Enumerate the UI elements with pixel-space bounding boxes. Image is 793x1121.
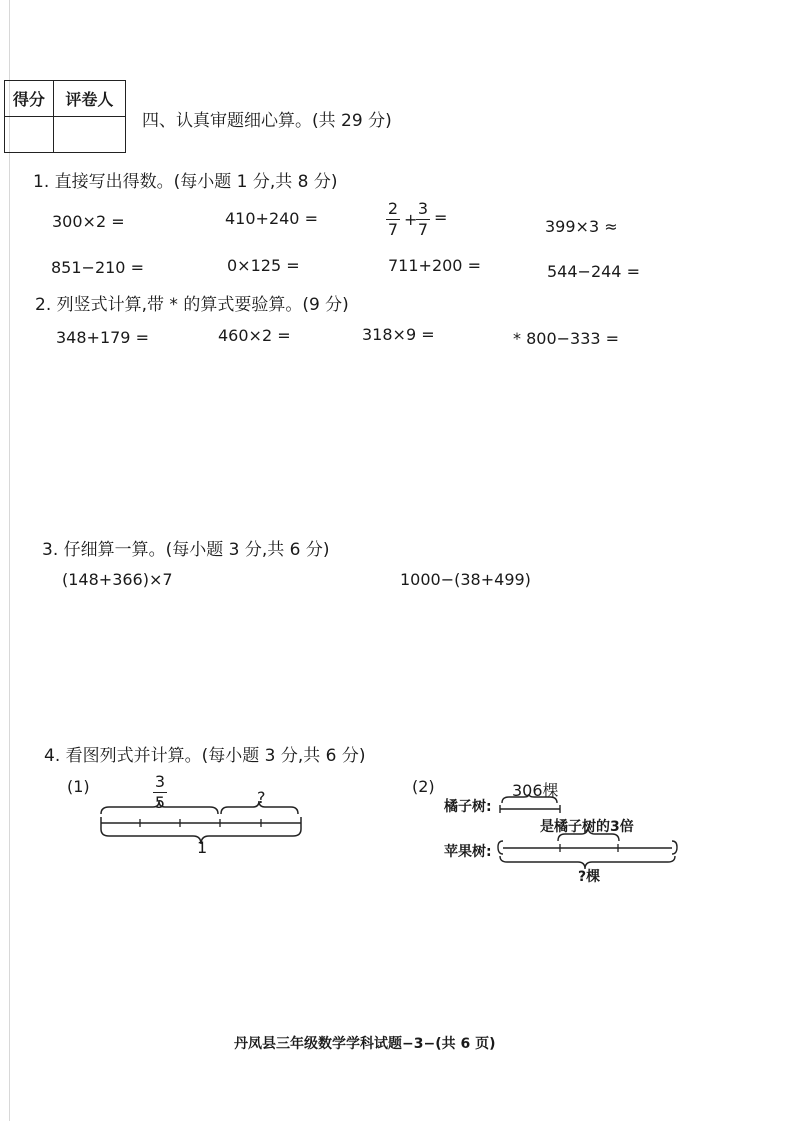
score-header-cell: 得分 — [5, 81, 54, 117]
q3-item: (148+366)×7 — [62, 570, 173, 589]
diagram1-fraction-denominator: 5 — [154, 793, 166, 812]
grader-blank-cell[interactable] — [53, 117, 125, 153]
fraction-b — [416, 200, 430, 239]
fraction-equals: = — [434, 208, 448, 227]
diagram2-row1-name: 橘子树: — [444, 799, 492, 815]
grader-header-cell: 评卷人 — [53, 81, 125, 117]
q2-item: * 800−333 = — [513, 329, 620, 348]
q1-item: 544−244 = — [547, 262, 640, 281]
diagram2-row2-name: 苹果树: — [444, 844, 492, 860]
fraction-b-denominator: 7 — [417, 220, 429, 239]
q2-item: 318×9 = — [362, 325, 435, 344]
q1-item: 711+200 = — [388, 256, 481, 275]
diagram1-label: (1) — [67, 777, 90, 796]
diagram2-unknown: ?棵 — [578, 869, 601, 885]
diagram1-fraction-numerator: 3 — [154, 772, 166, 791]
fraction-a — [386, 200, 400, 239]
q1-item: 300×2 = — [52, 212, 125, 231]
diagram2-relation: 是橘子树的3倍 — [540, 819, 634, 835]
page-footer: 丹凤县三年级数学学科试题−3−(共 6 页) — [234, 1036, 496, 1052]
q3-item: 1000−(38+499) — [400, 570, 531, 589]
fraction-a-denominator: 7 — [387, 220, 399, 239]
score-blank-cell[interactable] — [5, 117, 54, 153]
section-title: 四、认真审题细心算。(共 29 分) — [142, 111, 392, 131]
q1-item: 0×125 = — [227, 256, 300, 275]
q1-item: 851−210 = — [51, 258, 144, 277]
q2-title: 2. 列竖式计算,带 * 的算式要验算。(9 分) — [35, 295, 349, 315]
fraction-a-numerator: 2 — [387, 199, 399, 218]
q1-item: 410+240 = — [225, 209, 318, 228]
diagram2-row1-value: 306棵 — [512, 781, 559, 800]
diagram2-label: (2) — [412, 777, 435, 796]
q4-title: 4. 看图列式并计算。(每小题 3 分,共 6 分) — [44, 746, 366, 766]
q3-title: 3. 仔细算一算。(每小题 3 分,共 6 分) — [42, 540, 330, 560]
q2-item: 348+179 = — [56, 328, 149, 347]
q2-item: 460×2 = — [218, 326, 291, 345]
fraction-b-numerator: 3 — [417, 199, 429, 218]
page-edge-line — [9, 0, 10, 1121]
diagram1-total: 1 — [197, 838, 208, 857]
diagram1-unknown: ? — [257, 788, 266, 807]
fraction-plus: + — [404, 210, 418, 229]
score-table — [4, 80, 126, 153]
q1-item: 399×3 ≈ — [545, 217, 618, 236]
q1-title: 1. 直接写出得数。(每小题 1 分,共 8 分) — [33, 172, 338, 192]
